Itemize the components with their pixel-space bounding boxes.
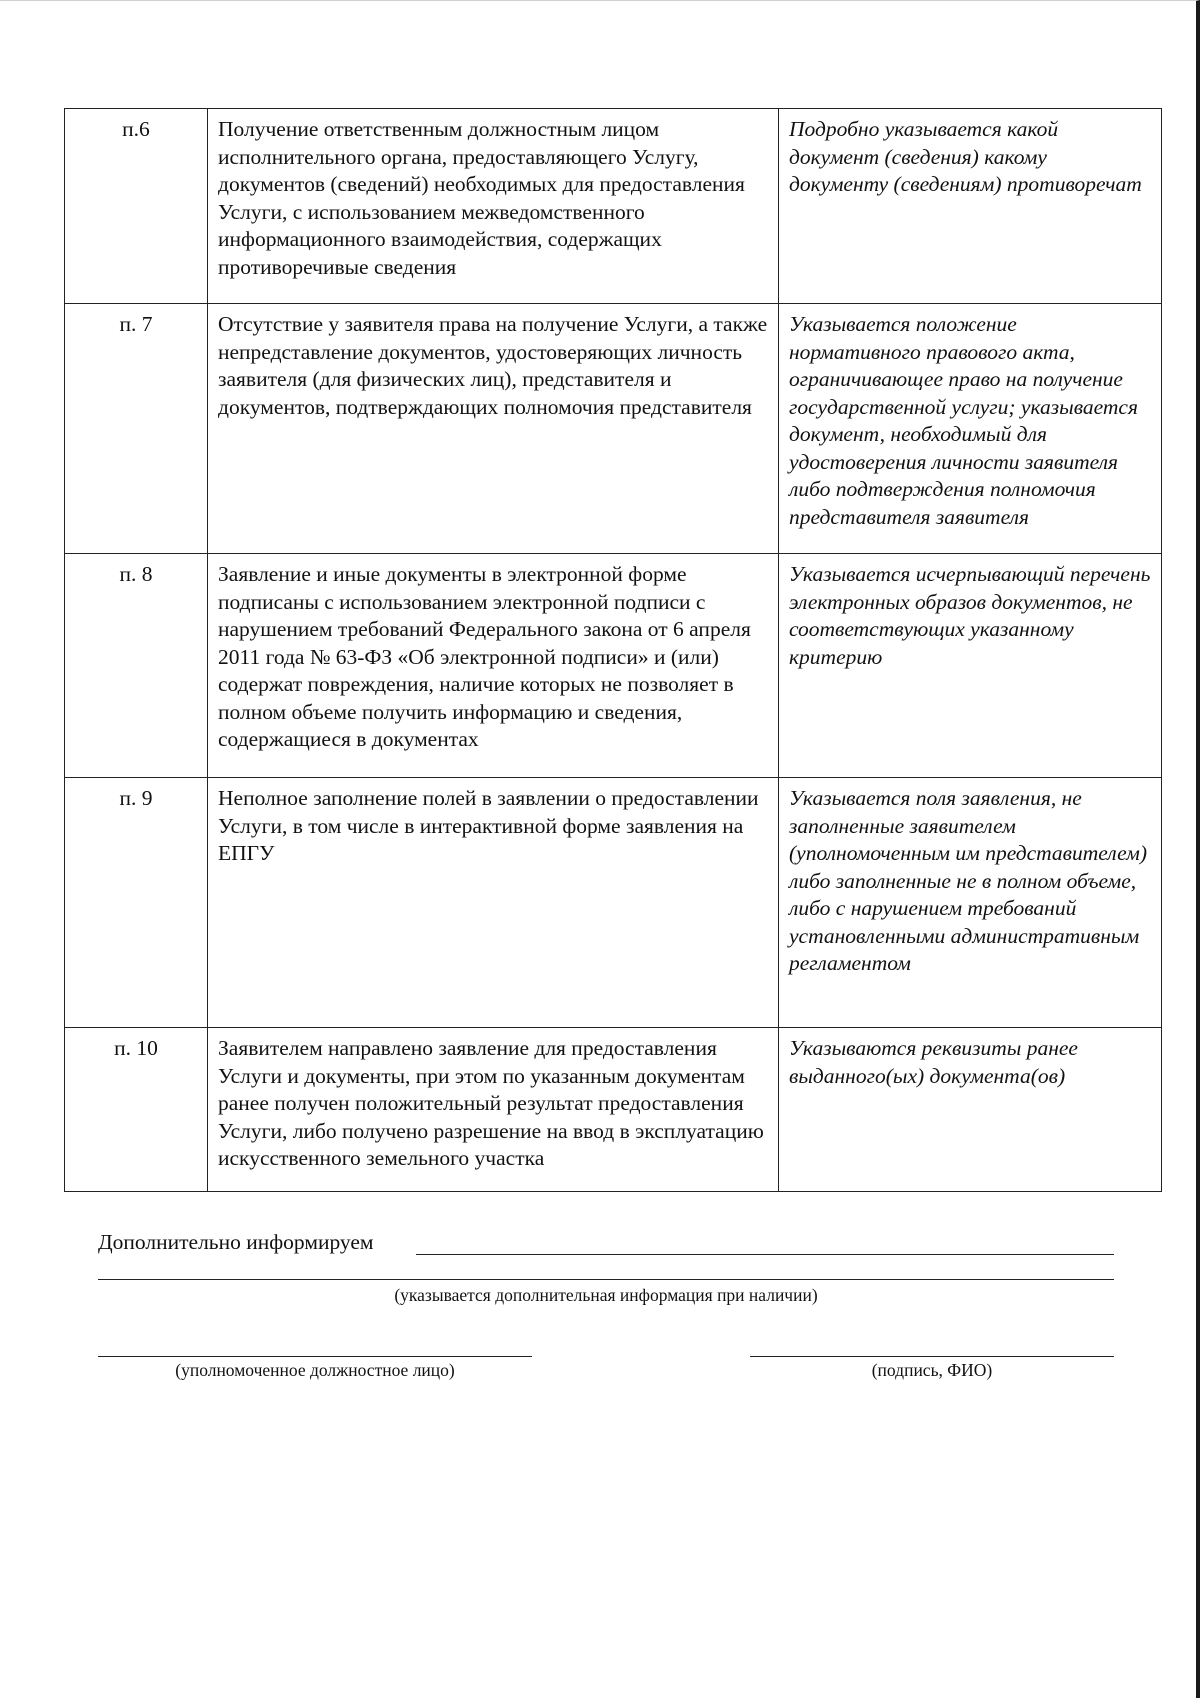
official-caption: (уполномоченное должностное лицо) <box>175 1360 455 1380</box>
row-number: п. 9 <box>65 778 208 1028</box>
refusal-reasons-table <box>64 108 1162 1192</box>
table-row <box>65 554 1162 778</box>
table-row <box>65 1028 1162 1192</box>
signature-fill-line <box>750 1356 1114 1357</box>
row-explanation: Указывается положение нормативного правового акта, ограничивающее право на получение государственной услуги; указывается документ, необходимый для удостоверения личности заявителя либо подтверждения полномочия представителя заявителя <box>779 304 1162 554</box>
extra-info-label: Дополнительно информируем <box>98 1230 374 1254</box>
extra-info-fill-line <box>416 1254 1114 1255</box>
row-explanation: Указывается исчерпывающий перечень электронных образов документов, не соответствующих указанному критерию <box>779 554 1162 778</box>
row-number: п.6 <box>65 109 208 304</box>
table-row <box>65 304 1162 554</box>
table-row <box>65 778 1162 1028</box>
official-fill-line <box>98 1356 532 1357</box>
row-number: п. 8 <box>65 554 208 778</box>
row-explanation: Указывается поля заявления, не заполненные заявителем (уполномоченным им представителем) либо заполненные не в полном объеме, либо с нарушением требований установленными административным регламентом <box>779 778 1162 1028</box>
row-reason: Неполное заполнение полей в заявлении о предоставлении Услуги, в том числе в интерактивной форме заявления на ЕПГУ <box>208 778 779 1028</box>
extra-info-caption: (указывается дополнительная информация при наличии) <box>394 1285 818 1305</box>
row-reason: Заявление и иные документы в электронной форме подписаны с использованием электронной подписи с нарушением требований Федерального закона от 6 апреля 2011 года № 63-ФЗ «Об электронной подписи» и (или) содержат повреждения, наличие которых не позволяет в полном объеме получить информацию и сведения, содержащиеся в документах <box>208 554 779 778</box>
row-reason: Получение ответственным должностным лицом исполнительного органа, предоставляющего Услугу, документов (сведений) необходимых для предоставления Услуги, с использованием межведомственного информационного взаимодействия, содержащих противоречивые сведения <box>208 109 779 304</box>
row-reason: Заявителем направлено заявление для предоставления Услуги и документы, при этом по указанным документам ранее получен положительный результат предоставления Услуги, либо получено разрешение на ввод в эксплуатацию искусственного земельного участка <box>208 1028 779 1192</box>
row-number: п. 10 <box>65 1028 208 1192</box>
table-row <box>65 109 1162 304</box>
row-explanation: Указываются реквизиты ранее выданного(ых) документа(ов) <box>779 1028 1162 1192</box>
row-explanation: Подробно указывается какой документ (сведения) какому документу (сведениям) противоречат <box>779 109 1162 304</box>
row-number: п. 7 <box>65 304 208 554</box>
row-reason: Отсутствие у заявителя права на получение Услуги, а также непредставление документов, удостоверяющих личность заявителя (для физических лиц), представителя и документов, подтверждающих полномочия представителя <box>208 304 779 554</box>
signature-caption: (подпись, ФИО) <box>871 1360 993 1380</box>
extra-info-fill-line-2 <box>98 1279 1114 1280</box>
